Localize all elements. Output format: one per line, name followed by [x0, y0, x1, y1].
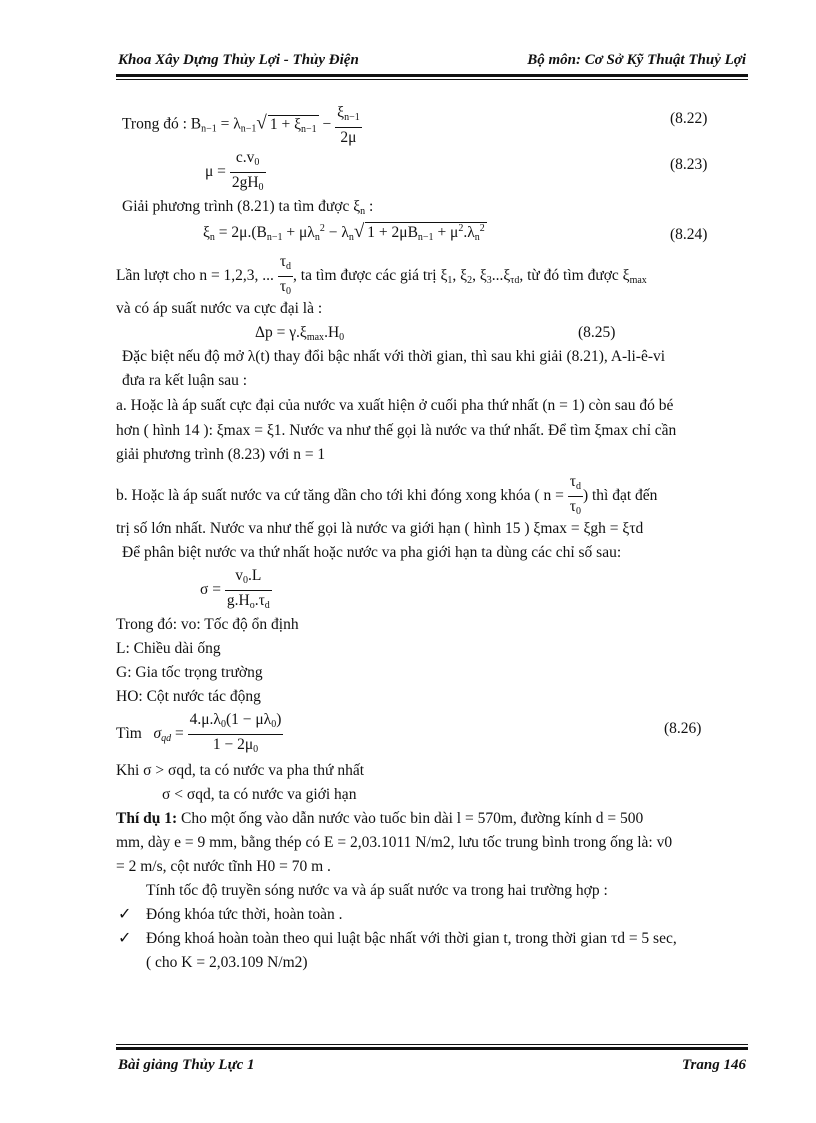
equation-8-25: $\Delta p = \gamma.\xi_{max}.H_0$	[255, 324, 345, 343]
case-b-line-2: trị số lớn nhất. Nước va như thế gọi là nước va giới hạn ( hình 15 ) ξmax = ξgh = ξτd	[116, 520, 644, 537]
definition-G: G: Gia tốc trọng trường	[116, 664, 263, 681]
example-line-3: = 2 m/s, cột nước tĩnh H0 = 70 m .	[116, 858, 331, 875]
paragraph-special-2: đưa ra kết luận sau :	[122, 372, 248, 389]
eq-number-8-23: (8.23)	[670, 156, 708, 173]
paragraph-special: Đặc biệt nếu độ mở λ(t) thay đổi bậc nhất với thời gian, thì sau khi giải (8.21), A-li-ê-vi	[122, 348, 666, 365]
definition-H: HO: Cột nước tác động	[116, 688, 261, 705]
check-mark-icon: ✓	[118, 930, 132, 947]
eq-number-8-24: (8.24)	[670, 226, 708, 243]
condition-line-2: σ < σqd, ta có nước va giới hạn	[162, 786, 357, 803]
trong-do-label: Trong đó :	[122, 115, 187, 133]
example-line-1: Thí dụ 1: Cho một ống vào dẫn nước vào tuốc bin dài l = 570m, đường kính d = 500	[116, 810, 644, 827]
equation-8-24: $\xi_n = 2\mu.(B_{n-1} + \mu\lambda_n^2 - \lambda_n√$ $1 + 2\mu B_{n-1} + \mu^2.\lambda_n^2$	[203, 221, 485, 243]
eq-number-8-26: (8.26)	[664, 720, 702, 737]
bullet-item-1: Đóng khóa tức thời, hoàn toàn .	[146, 906, 343, 923]
header-rule	[116, 74, 748, 77]
equation-8-22: Trong đó : $B_{n-1} = \lambda_{n-1}√$ $1 + \xi_{n-1}$ − $\frac{\xi_{n-1}}{2\mu}$	[122, 104, 360, 146]
check-mark-icon: ✓	[118, 906, 132, 923]
header-rule-thin	[116, 79, 748, 80]
eq-number-8-25: (8.25)	[578, 324, 616, 341]
case-a-line-3: giải phương trình (8.23) với n = 1	[116, 446, 326, 463]
iteration-line: Lần lượt cho n = 1,2,3, ... $\frac{\tau_d}{\tau_0}$ , ta tìm được các giá trị $\xi_1$, $\xi_2$, $\xi_3...\xi_{\tau d}$, từ đó tìm được $\xi_{max}$	[116, 253, 647, 297]
definition-v0: Trong đó: vo: Tốc độ ổn định	[116, 616, 299, 633]
eq-number-8-22: (8.22)	[670, 110, 708, 127]
condition-line-1: Khi σ > σqd, ta có nước va pha thứ nhất	[116, 762, 365, 779]
case-a-line-1: a. Hoặc là áp suất cực đại của nước va xuất hiện ở cuối pha thứ nhất (n = 1) còn sau đó bé	[116, 397, 674, 414]
case-b-line-1: b. Hoặc là áp suất nước va cứ tăng dần cho tới khi đóng xong khóa ( n = $\frac{\tau_d}{\tau_0}$ ) thì đạt đến	[116, 473, 658, 517]
example-line-2: mm, dày e = 9 mm, bằng thép có E = 2,03.1011 N/m2, lưu tốc trung bình trong ống là: v0	[116, 834, 673, 851]
solve-equation-line: Giải phương trình (8.21) ta tìm được $\xi_n$ :	[122, 198, 374, 217]
equation-8-26: Tìm $\sigma_{qd}$ = $\frac{4.\mu.\lambda_0(1 - \mu\lambda_0)}{1 - 2\mu_0}$	[116, 711, 282, 755]
bullet-item-2: Đóng khoá hoàn toàn theo qui luật bậc nhất với thời gian t, trong thời gian τd = 5 sec,	[146, 930, 677, 947]
distinguish-line: Để phân biệt nước va thứ nhất hoặc nước va pha giới hạn ta dùng các chỉ số sau:	[122, 544, 622, 561]
footer-rule-thin	[116, 1044, 748, 1045]
definition-L: L: Chiều dài ống	[116, 640, 221, 657]
footer-left: Bài giảng Thủy Lực 1	[118, 1057, 255, 1073]
case-a-line-2: hơn ( hình 14 ): ξmax = ξ1. Nước va như thế gọi là nước va thứ nhất. Để tìm ξmax chỉ cần	[116, 422, 677, 439]
header-right: Bộ môn: Cơ Sở Kỹ Thuật Thuỷ Lợi	[527, 52, 746, 68]
footer-right: Trang 146	[681, 1057, 746, 1073]
equation-8-23: μ = $\frac{c.v_0}{2gH_0}$	[205, 149, 264, 193]
bullet-item-2-cont: ( cho K = 2,03.109 N/m2)	[146, 954, 308, 971]
compute-line: Tính tốc độ truyền sóng nước va và áp suất nước va trong hai trường hợp :	[146, 882, 608, 899]
footer-rule	[116, 1047, 748, 1050]
header-left: Khoa Xây Dựng Thủy Lợi - Thủy Điện	[118, 52, 359, 68]
max-pressure-line: và có áp suất nước va cực đại là :	[116, 300, 323, 317]
sigma-formula: σ = $\frac{v_0.L}{g.H_o.\tau_d}$	[200, 567, 270, 611]
